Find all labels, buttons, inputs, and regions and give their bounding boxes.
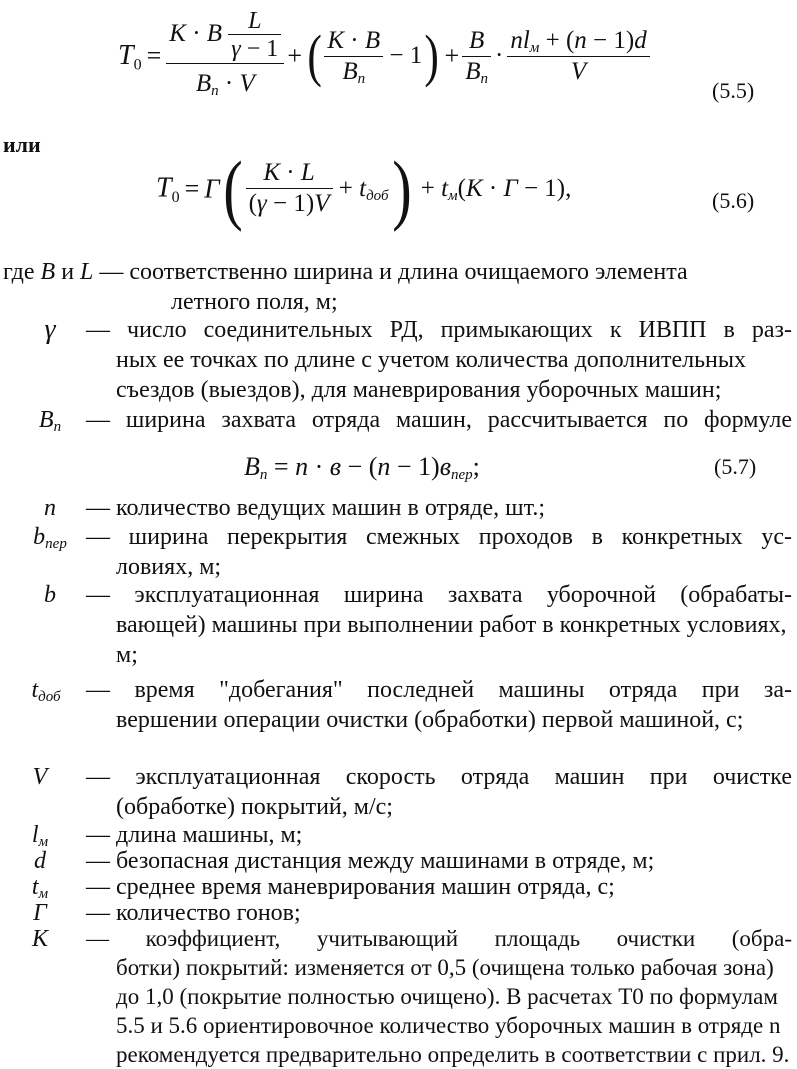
definition-symbol: $t_{доб}$ [31,677,61,705]
definition-symbol: $t_м$ [31,874,49,902]
definition-text: — эксплуатационная ширина захвата уборочной (обрабаты- [86,582,792,608]
symbol-b: B [40,259,56,285]
definitions-lead [3,257,793,317]
definition-symbol: K [31,926,48,952]
definition-text: — коэффициент, учитывающий площадь очистки (обра- [86,926,792,951]
definition-symbol: γ [44,314,56,345]
definition-symbol: b [44,582,56,608]
definition-text-cont: вершении операции очистки (обработки) первой машиной, с; [116,707,744,733]
definition-text-cont: (обработке) покрытий, м/с; [116,794,393,820]
definition-symbol: Г [33,900,47,926]
definition-text-cont: ных ее точках по длине с учетом количества дополнительных съездов (выездов), для маневрирования уборочных машин; [116,347,746,403]
lead-and: и [61,259,75,285]
lead-text-cont: летного поля, м; [171,289,338,315]
definition-symbol: V [32,764,48,790]
definition-symbol: d [34,848,46,874]
lead-prefix: где [3,259,35,285]
definition-text: — число соединительных РД, примыкающих к ИВПП в раз- [86,317,792,343]
equation-number: (5.5) [712,78,755,103]
definition-text: — длина машины, м; [86,822,303,848]
definition-text: — количество ведущих машин в отряде, шт.; [86,495,546,521]
equation-number: (5.6) [712,188,755,213]
definition-symbol: $b_{пер}$ [33,524,67,552]
definition-symbol: n [44,495,56,521]
lead-text: — соответственно ширина и длина очищаемого элемента [99,259,688,285]
definition-text: — ширина захвата отряда машин, рассчитывается по формуле [86,407,792,433]
definition-text: — безопасная дистанция между машинами в отряде, м; [86,848,655,874]
connector-word: или [3,132,41,157]
definition-text: — количество гонов; [86,900,301,926]
definition-text: — эксплуатационная скорость отряда машин при очистке [86,764,792,790]
definition-text: — среднее время маневрирования машин отряда, с; [86,874,615,900]
definition-text: — время "добегания" последней машины отряда при за- [86,677,792,703]
definition-text-cont: ловиях, м; [116,554,222,580]
definition-symbol: $B_п$ [38,407,62,435]
equation-number: (5.7) [714,454,757,479]
symbol-l: L [80,259,94,285]
definition-text-cont: ботки) покрытий: изменяется от 0,5 (очищена только рабочая зона) до 1,0 (покрытие полностью очищено). В расчетах T0 по формулам 5.5 и 5.6 ориентировочное количество уборочных машин в отряде n рекомендуется предварительно определить в соответствии с прил. 9. [116,955,790,1067]
definition-text: — ширина перекрытия смежных проходов в конкретных ус- [86,524,792,550]
definition-text-cont: вающей) машины при выполнении работ в конкретных условиях, м; [116,612,787,668]
definition-symbol: $l_м$ [31,822,49,850]
